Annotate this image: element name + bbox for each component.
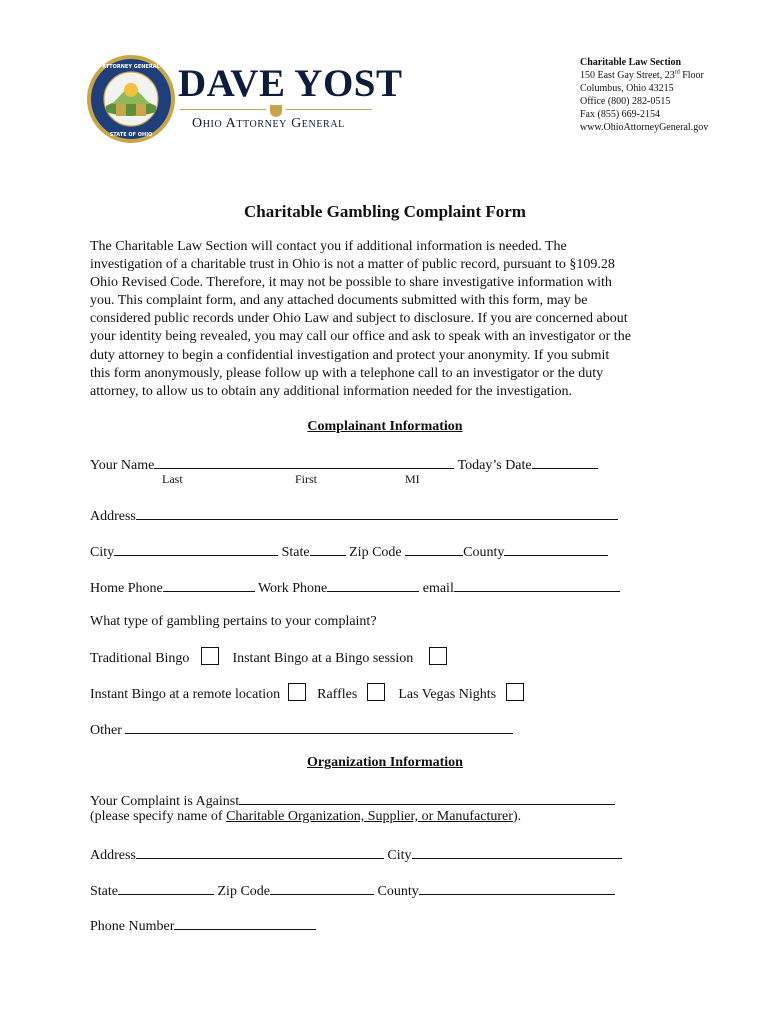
complaint-against-label: Your Complaint is Against <box>90 794 240 809</box>
home-phone-field[interactable] <box>163 577 255 592</box>
intro-paragraph: The Charitable Law Section will contact you if additional information is needed. The investigation of a charitable trust in Ohio is not a matter of public record, pursuant to §109.28 Ohio Revised Code. Therefore, it may not be possible to share investigative information with you. This complaint form, and any attached documents submitted with this form, may be considered public records under Ohio Law and subject to disclosure. If you are concerned about your identity being revealed, you may call our office and ask to speak with an investigator or the duty attorney to begin a confidential investigation and protect your anonymity. If you submit this form anonymously, please follow up with a telephone call to an investigator or the duty attorney, to allow us to obtain any additional information needed for the investigation. <box>90 239 631 399</box>
traditional-bingo-label: Traditional Bingo <box>90 651 190 666</box>
brand-name: DAVE YOST <box>178 62 403 105</box>
date-field[interactable] <box>532 454 598 469</box>
email-label: email <box>422 581 454 596</box>
city-label: City <box>90 545 115 560</box>
org-county-field[interactable] <box>419 880 615 895</box>
raffles-checkbox[interactable] <box>367 683 385 701</box>
las-vegas-nights-checkbox[interactable] <box>506 683 524 701</box>
state-label: State <box>281 545 310 560</box>
las-vegas-nights-label: Las Vegas Nights <box>398 687 497 702</box>
org-city-field[interactable] <box>412 844 622 859</box>
instant-bingo-session-checkbox[interactable] <box>429 647 447 665</box>
name-field[interactable] <box>154 454 454 469</box>
form-title: Charitable Gambling Complaint Form <box>244 202 526 221</box>
org-phone-field[interactable] <box>174 915 316 930</box>
email-field[interactable] <box>454 577 620 592</box>
work-phone-field[interactable] <box>327 577 419 592</box>
todays-date-label: Today’s Date <box>457 458 532 473</box>
home-phone-label: Home Phone <box>90 581 163 596</box>
contact-city: Columbus, Ohio 43215 <box>580 83 674 94</box>
ohio-seal-logo <box>86 54 176 144</box>
address-label: Address <box>90 509 136 524</box>
instant-bingo-remote-label: Instant Bingo at a remote location <box>90 687 281 702</box>
contact-block <box>580 56 708 134</box>
brand-subtitle: Ohio Attorney General <box>192 116 345 131</box>
org-phone-row <box>90 915 316 936</box>
gambling-options-row-1 <box>90 647 447 668</box>
organization-heading: Organization Information <box>307 755 463 770</box>
last-name-hint: Last <box>162 472 183 486</box>
contact-website[interactable]: www.OhioAttorneyGeneral.gov <box>580 122 709 133</box>
instant-bingo-session-label: Instant Bingo at a Bingo session <box>232 651 414 666</box>
address-field[interactable] <box>136 505 618 520</box>
specify-note-emphasis: Charitable Organization, Supplier, or Manufacturer <box>226 809 513 824</box>
county-label: County <box>463 545 505 560</box>
org-zip-field[interactable] <box>270 880 374 895</box>
other-row <box>90 719 513 740</box>
city-row <box>90 541 608 562</box>
traditional-bingo-checkbox[interactable] <box>201 647 219 665</box>
contact-street: 150 East Gay Street, 23rd Floor <box>580 69 704 81</box>
first-name-hint: First <box>295 472 318 486</box>
org-address-field[interactable] <box>136 844 384 859</box>
phone-row <box>90 577 620 598</box>
instant-bingo-remote-checkbox[interactable] <box>288 683 306 701</box>
org-state-label: State <box>90 884 118 899</box>
org-state-row <box>90 880 615 901</box>
brand-divider <box>286 109 372 110</box>
gambling-question: What type of gambling pertains to your complaint? <box>90 614 377 629</box>
contact-office-phone: Office (800) 282-0515 <box>580 96 671 107</box>
your-name-label: Your Name <box>90 458 155 473</box>
address-row <box>90 505 618 526</box>
svg-text:ATTORNEY GENERAL: ATTORNEY GENERAL <box>102 64 160 70</box>
specify-note: (please specify name of Charitable Organization, Supplier, or Manufacturer). <box>90 809 522 824</box>
complaint-against-field[interactable] <box>239 790 615 805</box>
org-state-field[interactable] <box>118 880 214 895</box>
zip-label: Zip Code <box>349 545 402 560</box>
county-field[interactable] <box>504 541 608 556</box>
other-field[interactable] <box>125 719 513 734</box>
contact-section: Charitable Law Section <box>580 57 682 68</box>
raffles-label: Raffles <box>317 687 358 702</box>
org-phone-label: Phone Number <box>90 919 175 934</box>
middle-initial-hint: MI <box>405 472 420 486</box>
contact-fax: Fax (855) 669-2154 <box>580 109 660 120</box>
zip-field[interactable] <box>405 541 463 556</box>
work-phone-label: Work Phone <box>257 581 328 596</box>
org-city-label: City <box>387 848 412 863</box>
org-address-row <box>90 844 622 865</box>
city-field[interactable] <box>114 541 278 556</box>
other-label: Other <box>90 723 122 738</box>
org-zip-label: Zip Code <box>217 884 270 899</box>
gambling-options-row-2 <box>90 683 524 704</box>
org-county-label: County <box>377 884 419 899</box>
complainant-heading: Complainant Information <box>307 419 463 434</box>
org-address-label: Address <box>90 848 136 863</box>
svg-text:STATE OF OHIO: STATE OF OHIO <box>109 132 153 138</box>
brand-divider <box>180 109 266 110</box>
state-field[interactable] <box>310 541 346 556</box>
